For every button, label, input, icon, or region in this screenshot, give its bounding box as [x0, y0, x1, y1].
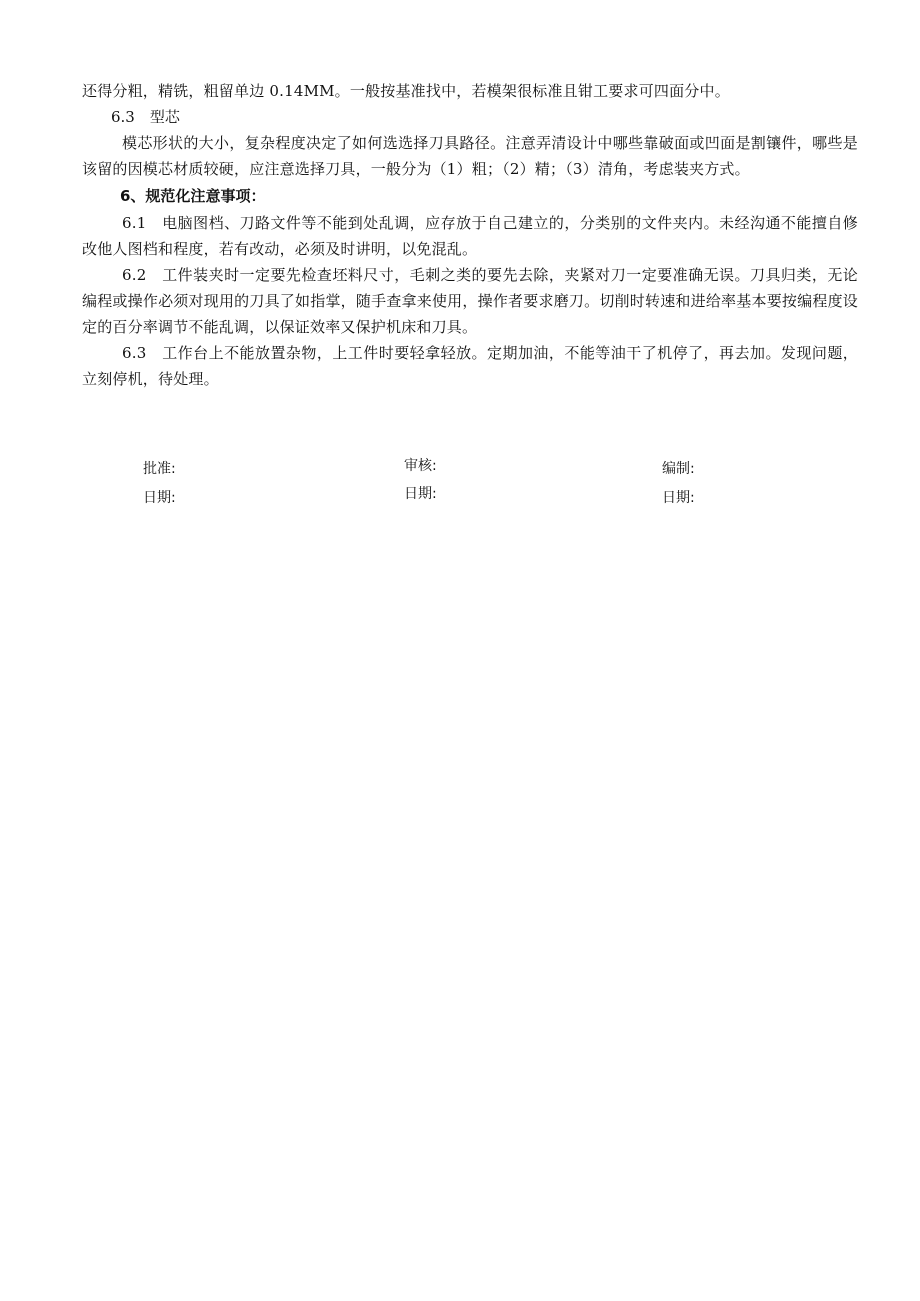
approve-date-label: 日期:: [143, 490, 176, 506]
document-page: [82, 78, 858, 392]
section-6-heading: 6、规范化注意事项：: [120, 187, 266, 205]
prepare-date-label: 日期:: [662, 490, 695, 506]
intro-paragraph: 还得分粗，精铣，粗留单边 0.14MM。一般按基准找中，若模架很标准且钳工要求可四面分中。: [82, 82, 730, 100]
approve-label: 批准:: [143, 461, 176, 477]
section-6-3-core-title: 6.3 型芯: [111, 108, 180, 126]
section-6-3-core-text: 模芯形状的大小，复杂程度决定了如何选选择刀具路径。注意弄清设计中哪些靠破面或凹面是割镶件，哪些是该留的因模芯材质较硬，应注意选择刀具，一般分为（1）粗；（2）精；（3）清角，考虑装夹方式。: [82, 134, 858, 178]
section-6-item-1: 6.1 电脑图档、刀路文件等不能到处乱调，应存放于自己建立的，分类别的文件夹内。未经沟通不能擅自修改他人图档和程度，若有改动，必须及时讲明，以免混乱。: [82, 214, 858, 258]
review-label: 审核:: [404, 458, 437, 474]
section-6-item-2: 6.2 工件装夹时一定要先检查坯料尺寸，毛刺之类的要先去除，夹紧对刀一定要准确无误。刀具归类，无论编程或操作必须对现用的刀具了如指掌，随手查拿来使用，操作者要求磨刀。切削时转速和进给率基本要按编程度设定的百分率调节不能乱调，以保证效率又保护机床和刀具。: [82, 266, 858, 336]
prepare-label: 编制:: [662, 461, 695, 477]
section-6-item-3: 6.3 工作台上不能放置杂物，上工件时要轻拿轻放。定期加油，不能等油干了机停了，再去加。发现问题，立刻停机，待处理。: [82, 344, 858, 388]
review-date-label: 日期:: [404, 486, 437, 502]
